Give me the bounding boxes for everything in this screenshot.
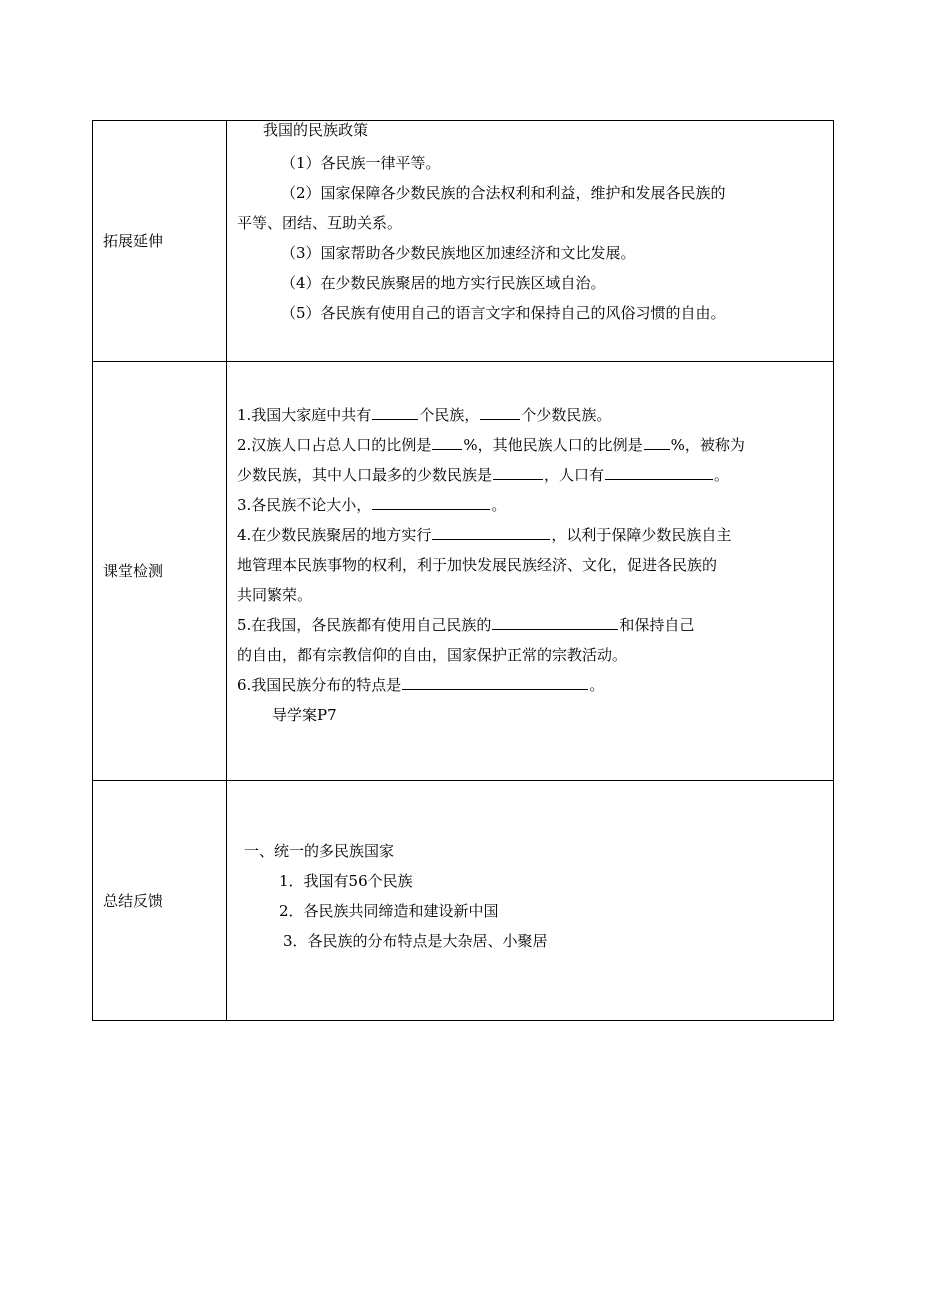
summary-item-3: 3．各民族的分布特点是大杂居、小聚居: [283, 932, 548, 950]
policy-item-2-cont: 平等、团结、互助关系。: [237, 214, 403, 232]
question-2-text: 少数民族，其中人口最多的少数民族是: [237, 466, 493, 484]
question-5-cont: 的自由，都有宗教信仰的自由，国家保护正常的宗教活动。: [237, 646, 628, 664]
reference-note: 导学案P7: [272, 706, 337, 724]
content-cell-summary: [227, 781, 834, 1021]
row-extension: [93, 121, 834, 362]
question-2-text: 2.汉族人口占总人口的比例是: [237, 436, 432, 454]
row-summary: [93, 781, 834, 1021]
row-label-quiz: 课堂检测: [103, 562, 164, 580]
question-5: [237, 610, 823, 640]
content-cell-quiz: [227, 362, 834, 781]
question-6-text: 。: [589, 676, 605, 694]
question-1-text: 个少数民族。: [521, 406, 612, 424]
blank-field[interactable]: [493, 463, 543, 480]
question-2-cont: [237, 460, 823, 490]
question-1-text: 个民族，: [419, 406, 480, 424]
policy-heading: 我国的民族政策: [263, 121, 369, 139]
policy-item-4: （4）在少数民族聚居的地方实行民族区域自治。: [281, 274, 606, 292]
label-cell-quiz: [93, 362, 227, 781]
question-2-text: 。: [714, 466, 730, 484]
summary-heading: 一、统一的多民族国家: [244, 842, 395, 860]
question-3-text: 3.各民族不论大小，: [237, 496, 372, 514]
question-4-text: 4.在少数民族聚居的地方实行: [237, 526, 432, 544]
question-3-text: 。: [491, 496, 507, 514]
question-1: [237, 400, 823, 430]
blank-field[interactable]: [480, 403, 520, 420]
policy-item-2: （2）国家保障各少数民族的合法权利和利益，维护和发展各民族的: [281, 184, 726, 202]
content-cell-extension: [227, 121, 834, 362]
blank-field[interactable]: [432, 523, 550, 540]
row-label-extension: 拓展延伸: [103, 232, 164, 250]
question-5-text: 和保持自己: [619, 616, 695, 634]
summary-item-2: 2．各民族共同缔造和建设新中国: [279, 902, 499, 920]
label-cell-summary: [93, 781, 227, 1021]
question-2-text: ，人口有: [544, 466, 605, 484]
blank-field[interactable]: [402, 673, 588, 690]
question-4-end: 共同繁荣。: [237, 586, 313, 604]
blank-field[interactable]: [372, 493, 490, 510]
question-4-cont: 地管理本民族事物的权利，利于加快发展民族经济、文化，促进各民族的: [237, 556, 718, 574]
question-4: [237, 520, 823, 550]
label-cell-extension: [93, 121, 227, 362]
blank-field[interactable]: [605, 463, 713, 480]
question-1-text: 1.我国大家庭中共有: [237, 406, 372, 424]
blank-field[interactable]: [432, 433, 462, 450]
summary-item-1: 1．我国有56个民族: [279, 872, 413, 890]
policy-item-3: （3）国家帮助各少数民族地区加速经济和文比发展。: [281, 244, 636, 262]
blank-field[interactable]: [492, 613, 618, 630]
question-6: [237, 670, 823, 700]
question-6-text: 6.我国民族分布的特点是: [237, 676, 402, 694]
blank-field[interactable]: [372, 403, 418, 420]
question-3: [237, 490, 823, 520]
row-quiz: [93, 362, 834, 781]
question-2-text: %，被称为: [670, 436, 745, 454]
row-label-summary: 总结反馈: [103, 891, 164, 910]
blank-field[interactable]: [644, 433, 670, 450]
question-5-text: 5.在我国，各民族都有使用自己民族的: [237, 616, 492, 634]
policy-item-5: （5）各民族有使用自己的语言文字和保持自己的风俗习惯的自由。: [281, 304, 726, 322]
question-2: [237, 430, 823, 460]
question-4-text: ，以利于保障少数民族自主: [551, 526, 732, 544]
lesson-table: [92, 120, 834, 1021]
policy-item-1: （1）各民族一律平等。: [281, 154, 441, 172]
question-2-text: %，其他民族人口的比例是: [463, 436, 643, 454]
